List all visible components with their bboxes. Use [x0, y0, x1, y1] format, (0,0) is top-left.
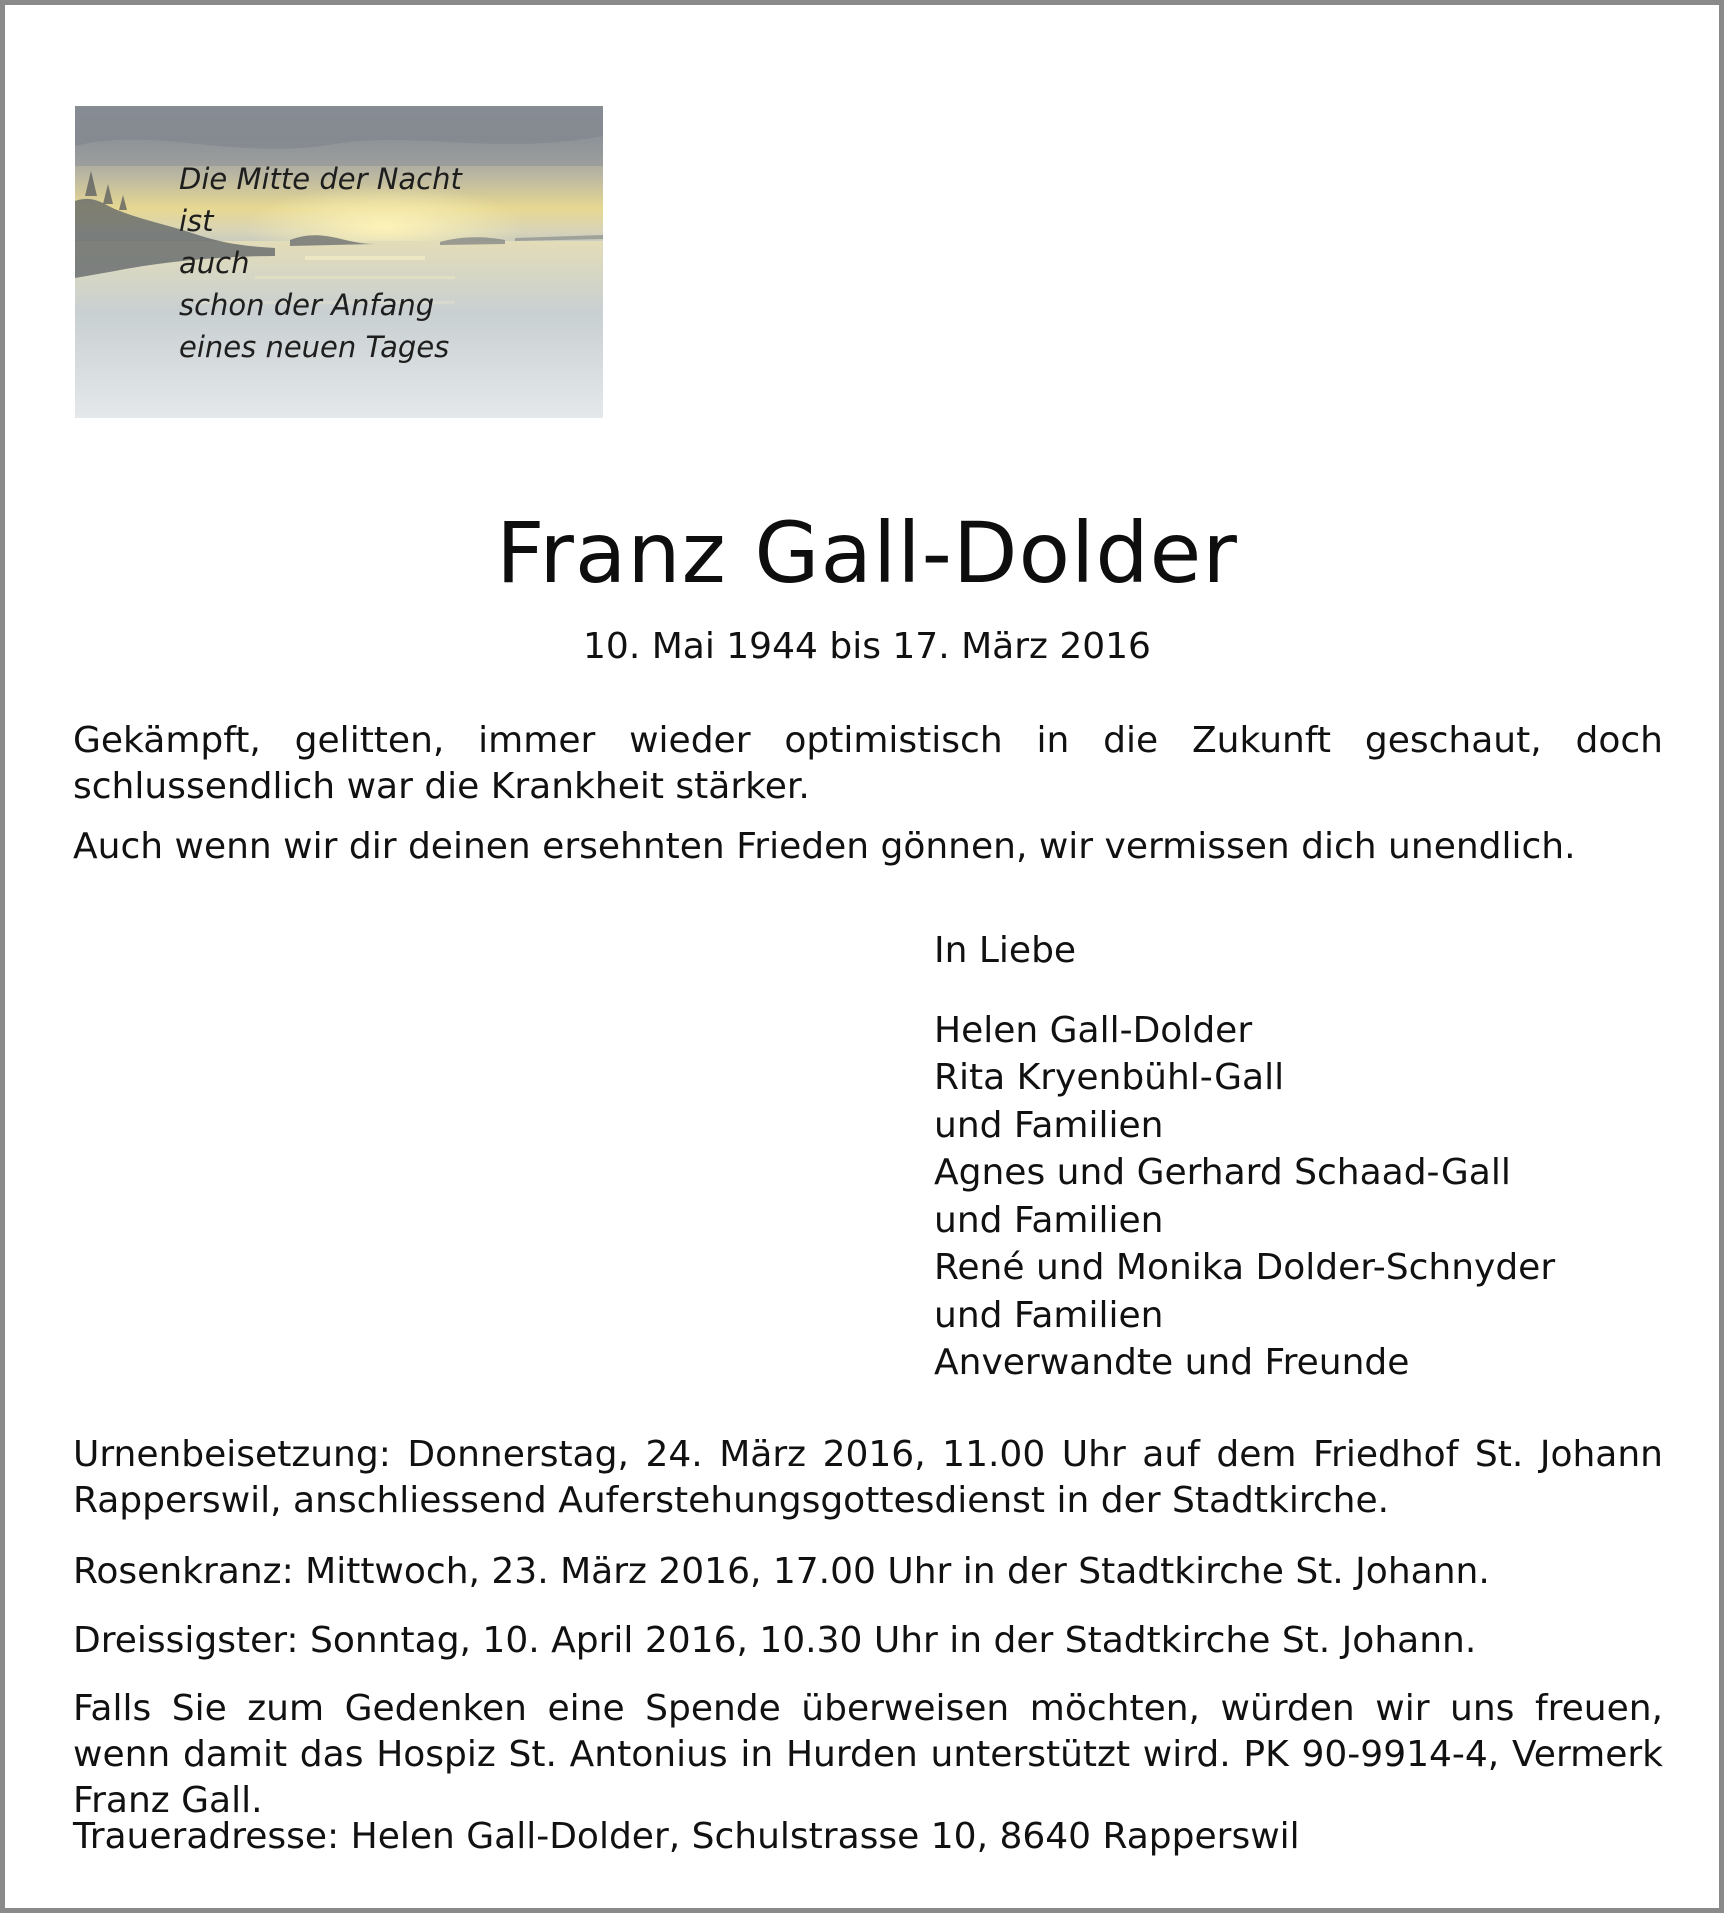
- mourners-list: [934, 927, 1555, 1387]
- motto-line: eines neuen Tages: [179, 330, 450, 364]
- motto-line: ist: [179, 204, 214, 238]
- mourner-name: Rita Kryenbühl-Gall: [934, 1057, 1285, 1098]
- mourner-name: Agnes und Gerhard Schaad-Gall: [934, 1152, 1511, 1193]
- life-dates: 10. Mai 1944 bis 17. März 2016: [583, 626, 1151, 667]
- urn-burial-info: Urnenbeisetzung: Donnerstag, 24. März 2016, 11.00 Uhr auf dem Friedhof St. Johann Rapperswil, anschliessend Auferstehungsgottesdienst in der Stadtkirche.: [73, 1434, 1663, 1521]
- donation-info: Falls Sie zum Gedenken eine Spende überweisen möchten, würden wir uns freuen, wenn damit das Hospiz St. Antonius in Hurden unterstützt wird. PK 90-9914-4, Vermerk Franz Gall.: [73, 1688, 1663, 1821]
- motto-verse: [179, 158, 462, 368]
- mourner-name: und Familien: [934, 1104, 1164, 1146]
- message-paragraph: Auch wenn wir dir deinen ersehnten Frieden gönnen, wir vermissen dich unendlich.: [73, 826, 1576, 867]
- motto-line: auch: [179, 246, 250, 280]
- mourner-name: Helen Gall-Dolder: [934, 1009, 1253, 1051]
- thirtieth-mass-info: Dreissigster: Sonntag, 10. April 2016, 10.30 Uhr in der Stadtkirche St. Johann.: [73, 1620, 1477, 1661]
- motto-line: schon der Anfang: [179, 288, 435, 322]
- mourning-address: Traueradresse: Helen Gall-Dolder, Schulstrasse 10, 8640 Rapperswil: [73, 1816, 1300, 1857]
- mourners-intro: In Liebe: [934, 930, 1077, 971]
- mourner-name: und Familien: [934, 1199, 1164, 1241]
- deceased-name: Franz Gall-Dolder: [496, 504, 1238, 602]
- mourner-name: Anverwandte und Freunde: [934, 1342, 1410, 1383]
- mourner-name: René und Monika Dolder-Schnyder: [934, 1247, 1556, 1288]
- message-paragraph: Gekämpft, gelitten, immer wieder optimistisch in die Zukunft geschaut, doch schlussendlich war die Krankheit stärker.: [73, 720, 1663, 807]
- motto-line: Die Mitte der Nacht: [179, 162, 462, 196]
- mourner-name: und Familien: [934, 1294, 1164, 1336]
- rosary-info: Rosenkranz: Mittwoch, 23. März 2016, 17.00 Uhr in der Stadtkirche St. Johann.: [73, 1551, 1490, 1592]
- lake-sunset-image: [75, 106, 603, 418]
